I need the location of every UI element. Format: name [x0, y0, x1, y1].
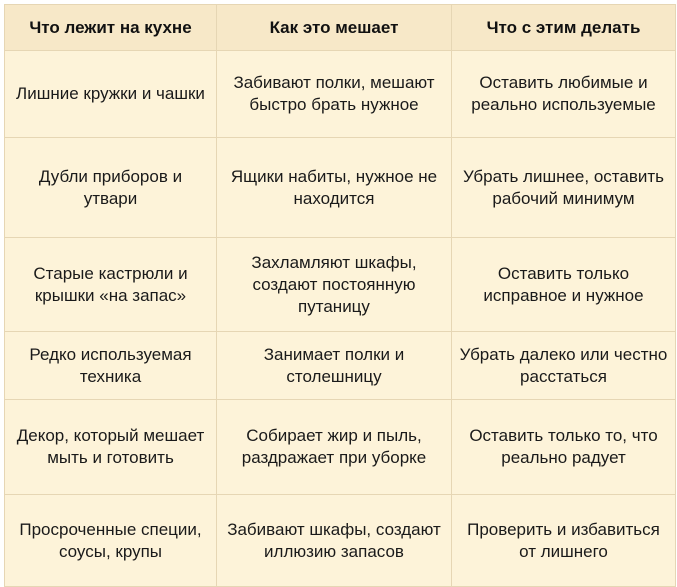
table-cell-item: Просроченные специи, соусы, крупы: [5, 495, 217, 587]
table-cell-problem: Ящики набиты, нужное не находится: [217, 138, 452, 238]
table-cell-problem: Захламляют шкафы, создают постоянную путаницу: [217, 238, 452, 332]
table-cell-action: Оставить только то, что реально радует: [452, 400, 676, 495]
table-cell-problem: Забивают шкафы, создают иллюзию запасов: [217, 495, 452, 587]
table-cell-action: Проверить и избавиться от лишнего: [452, 495, 676, 587]
table-cell-action: Убрать далеко или честно расстаться: [452, 332, 676, 400]
table-row: [5, 332, 676, 400]
table-cell-item: Лишние кружки и чашки: [5, 51, 217, 138]
table-cell-item: Старые кастрюли и крышки «на запас»: [5, 238, 217, 332]
table-row: [5, 495, 676, 587]
table-cell-action: Оставить любимые и реально используемые: [452, 51, 676, 138]
kitchen-declutter-table: [4, 4, 676, 587]
table-cell-item: Редко используемая техника: [5, 332, 217, 400]
column-header-problem: Как это мешает: [217, 5, 452, 51]
table-row: [5, 238, 676, 332]
table-cell-item: Декор, который мешает мыть и готовить: [5, 400, 217, 495]
table-cell-problem: Занимает полки и столешницу: [217, 332, 452, 400]
table-header-row: [5, 5, 676, 51]
table-cell-problem: Забивают полки, мешают быстро брать нужное: [217, 51, 452, 138]
table-row: [5, 400, 676, 495]
column-header-action: Что с этим делать: [452, 5, 676, 51]
kitchen-declutter-table-container: [4, 4, 676, 587]
table-cell-problem: Собирает жир и пыль, раздражает при уборке: [217, 400, 452, 495]
table-cell-item: Дубли приборов и утвари: [5, 138, 217, 238]
column-header-item: Что лежит на кухне: [5, 5, 217, 51]
table-cell-action: Убрать лишнее, оставить рабочий минимум: [452, 138, 676, 238]
table-cell-action: Оставить только исправное и нужное: [452, 238, 676, 332]
table-row: [5, 138, 676, 238]
table-row: [5, 51, 676, 138]
